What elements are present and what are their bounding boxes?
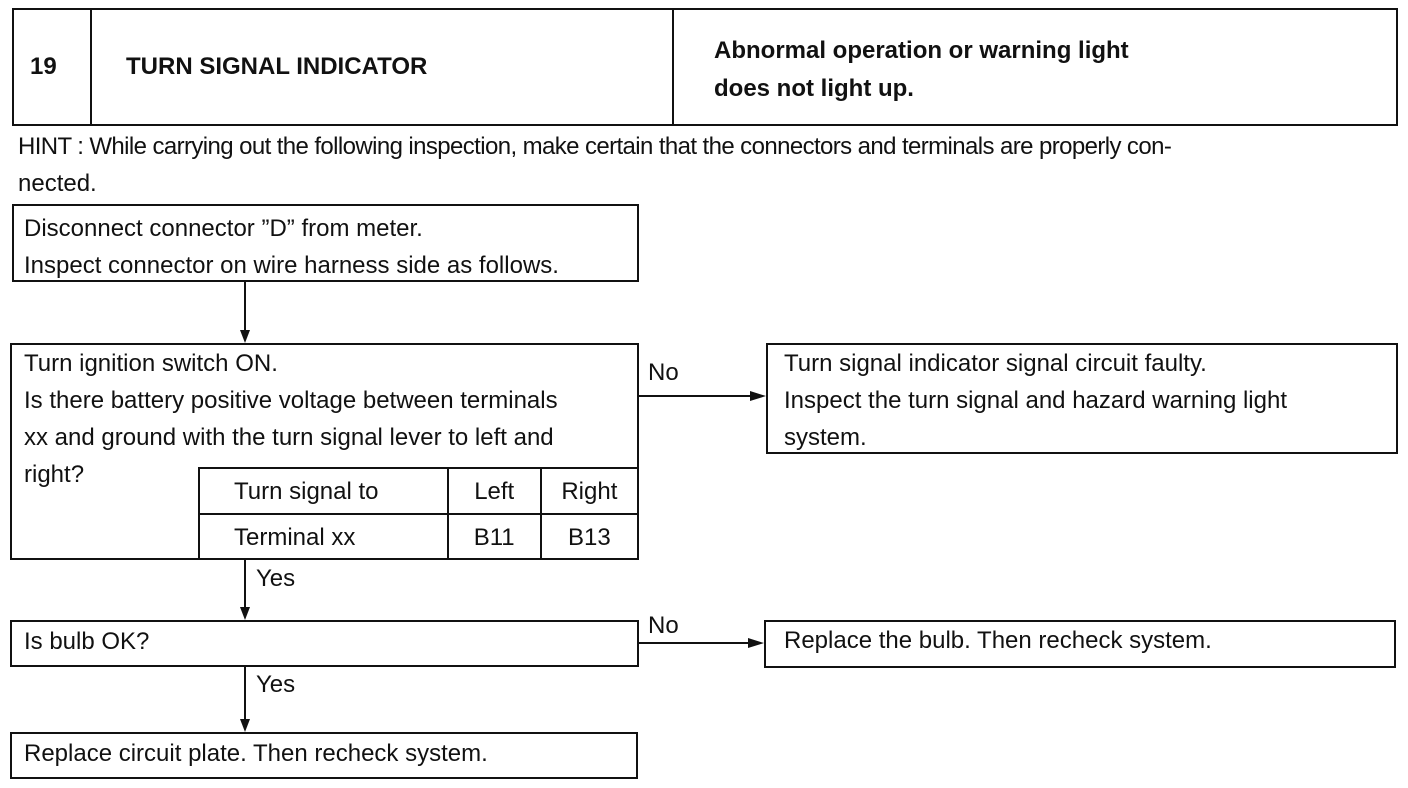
- step-line: Disconnect connector ”D” from meter.: [24, 215, 423, 242]
- step-line: Replace the bulb. Then recheck system.: [784, 627, 1212, 654]
- step-line: Turn signal indicator signal circuit faulty.: [784, 350, 1207, 377]
- branch-label-no: No: [648, 359, 679, 386]
- step-line: Replace circuit plate. Then recheck system.: [24, 740, 488, 767]
- procedure-title: TURN SIGNAL INDICATOR: [92, 10, 674, 124]
- step-line: right?: [24, 461, 85, 488]
- step-line: system.: [784, 424, 867, 451]
- arrow-head: [750, 391, 766, 401]
- arrow-head: [240, 330, 250, 343]
- step-line: xx and ground with the turn signal lever to left and: [24, 424, 554, 451]
- step-line: Inspect connector on wire harness side as follows.: [24, 252, 559, 279]
- arrow-head: [748, 638, 764, 648]
- table-cell: Left: [448, 468, 541, 514]
- hint-line: nected.: [18, 170, 97, 197]
- branch-label-yes: Yes: [256, 565, 296, 592]
- step-line: Inspect the turn signal and hazard warning light: [784, 387, 1287, 414]
- table-cell: Terminal xx: [199, 514, 448, 559]
- step-line: Turn ignition switch ON.: [24, 350, 278, 377]
- arrow-head: [240, 719, 250, 732]
- arrow-head: [240, 607, 250, 620]
- procedure-number: 19: [14, 10, 92, 124]
- step-line: Is bulb OK?: [24, 628, 150, 655]
- symptom-line: Abnormal operation or warning light: [714, 37, 1129, 64]
- symptom-line: does not light up.: [714, 75, 914, 102]
- table-cell: Turn signal to: [199, 468, 448, 514]
- table-cell: B11: [448, 514, 541, 559]
- branch-label-no: No: [648, 612, 679, 639]
- branch-label-yes: Yes: [256, 671, 296, 698]
- step-line: Is there battery positive voltage between terminals: [24, 387, 558, 414]
- table-cell: Right: [541, 468, 637, 514]
- table-cell: B13: [541, 514, 637, 559]
- hint-line: HINT : While carrying out the following inspection, make certain that the connectors and terminals are properly con-: [18, 133, 1172, 160]
